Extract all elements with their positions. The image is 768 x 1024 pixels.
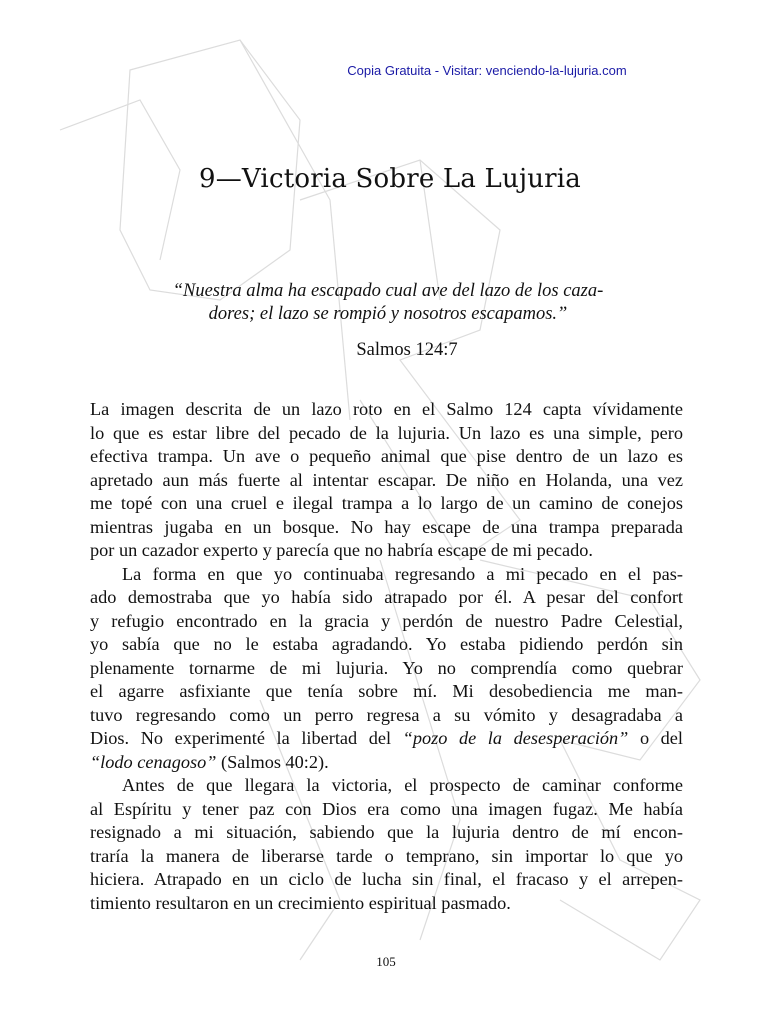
text-line: resignado a mi situación, sabiendo que la lujuria dentro de mí encon- [90,822,683,842]
text-line: La imagen descrita de un lazo roto en el Salmo 124 capta vívidamente [90,399,683,419]
text-line: La forma en que yo continuaba regresando a mi pecado en el pas- [122,563,683,584]
text-line: plenamente tornarme de mi lujuria. Yo no comprendía como quebrar [90,657,683,678]
text-line: traría la manera de liberarse tarde o temprano, sin importar lo que yo [90,845,683,866]
epigraph-line: dores; el lazo se rompió y nosotros escapamos.” [208,304,568,324]
text-line: apretado aun más fuerte al intentar escapar. De niño en Holanda, una vez [90,469,683,490]
text-line: me topé con una cruel e ilegal trampa a lo largo de un camino de conejos [90,493,683,513]
text-line: efectiva trampa. Un ave o pequeño animal que pise dentro de un lazo es [90,446,683,466]
italic-quote: “pozo de la desesperación” [402,728,629,748]
body-text [90,398,683,915]
text-line: Dios. No experimenté la libertad del “pozo de la desesperación” o del [90,728,684,748]
text-line: por un cazador experto y parecía que no habría escape de mi pecado. [90,540,593,560]
text-line: “lodo cenagoso” (Salmos 40:2). [90,751,329,772]
text-line: ado demostraba que yo había sido atrapado por él. A pesar del confort [90,587,683,607]
text-line: lo que es estar libre del pecado de la lujuria. Un lazo es una simple, pero [90,422,683,443]
italic-quote: “lodo cenagoso” [90,751,217,772]
epigraph-quote [140,280,636,326]
text-line: tuvo regresando como un perro regresa a su vómito y desagradaba a [90,704,683,725]
text-line: yo sabía que no le estaba agradando. Yo estaba pidiendo perdón sin [90,634,683,654]
text-line: timiento resultaron en un crecimiento espiritual pasmado. [90,892,511,913]
epigraph-line: “Nuestra alma ha escapado cual ave del lazo de los caza- [172,281,604,301]
chapter-title: 9—Victoria Sobre La Lujuria [198,164,582,194]
promo-link[interactable]: Copia Gratuita - Visitar: venciendo-la-lujuria.com [347,63,627,78]
text-line: mientras jugaba en un bosque. No hay escape de una trampa preparada [90,516,683,537]
page-number: 105 [376,954,396,969]
text-line: Antes de que llegara la victoria, el prospecto de caminar conforme [122,775,683,795]
text-line: al Espíritu y tener paz con Dios era como una imagen fugaz. Me había [90,798,683,819]
text-line: el agarre asfixiante que tenía sobre mí. Mi desobediencia me man- [90,681,683,701]
text-line: hiciera. Atrapado en un ciclo de lucha sin final, el fracaso y el arrepen- [90,869,683,889]
text-line: y refugio encontrado en la gracia y perdón de nuestro Padre Celestial, [90,610,683,631]
epigraph-reference: Salmos 124:7 [356,340,458,360]
